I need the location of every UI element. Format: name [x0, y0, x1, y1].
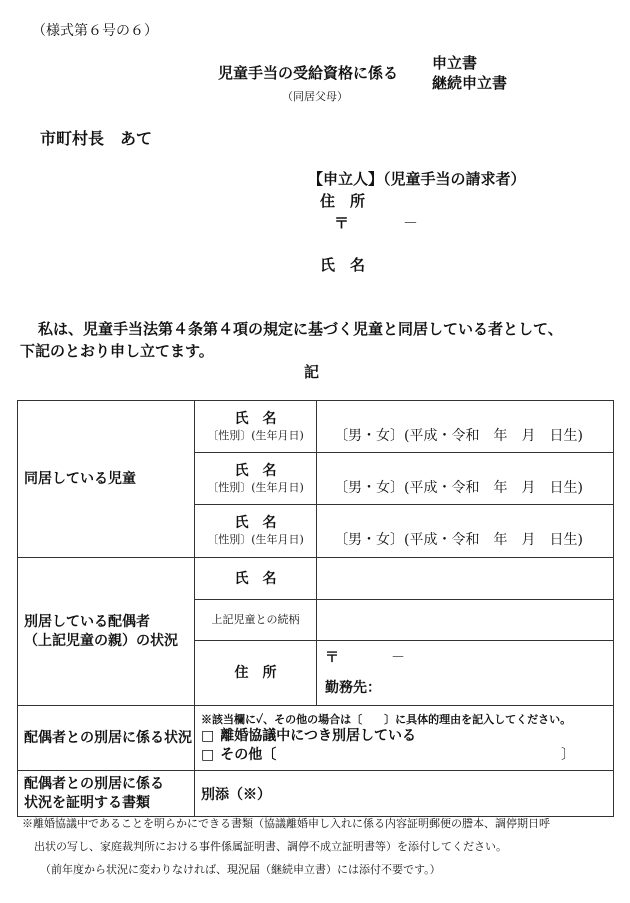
- checkbox-divorce[interactable]: □: [201, 727, 215, 744]
- proof-section-label: [18, 771, 195, 817]
- applicant-postal-field[interactable]: [334, 212, 418, 233]
- declaration-line-2: 下記のとおり申し立てます。: [20, 342, 214, 360]
- separation-options-cell: [195, 706, 614, 771]
- declaration-line-1: 私は、児童手当法第４条第４項の規定に基づく児童と同居している者として、: [38, 320, 563, 338]
- details-table: [17, 400, 614, 817]
- note-line-2: 出状の写し、家庭裁判所における事件係属証明書、調停不成立証明書等）を添付してください。: [34, 840, 507, 853]
- addressee: 市町村長 あて: [40, 129, 153, 148]
- spouse-name-label-cell: [195, 558, 317, 600]
- separation-section-label: 配偶者との別居に係る状況: [18, 706, 195, 771]
- separation-instruction: ※該当欄に✓、その他の場合は〔 〕に具体的理由を記入してください。: [201, 712, 572, 726]
- other-reason-close-bracket: 〕: [561, 746, 575, 763]
- child-name-label: 氏 名: [234, 462, 277, 479]
- child-gender-birth-field: 〔男・女〕(平成・令和 年 月 日生): [334, 532, 583, 548]
- postal-mark: 〒: [334, 214, 350, 232]
- child-3-input-cell[interactable]: [317, 505, 614, 558]
- spouse-name-input-cell[interactable]: [317, 558, 614, 600]
- proof-label-line-2: 状況を証明する書類: [24, 794, 150, 811]
- note-line-3: （前年度から状況に変わりなければ、現況届（継続申立書）には添付不要です。）: [40, 863, 441, 876]
- separation-option-other-label: その他〔: [220, 746, 277, 763]
- child-gender-birth-label: 〔性別〕(生年月日): [207, 480, 304, 494]
- separation-option-other[interactable]: [195, 746, 613, 765]
- applicant-heading: 【申立人】（児童手当の請求者）: [308, 170, 526, 188]
- proof-label-line-1: 配偶者との別居に係る: [24, 775, 164, 792]
- child-2-input-cell[interactable]: [317, 453, 614, 505]
- child-name-label: 氏 名: [234, 410, 277, 427]
- child-3-label-cell: [195, 505, 317, 558]
- form-number: （様式第６号の６）: [32, 23, 158, 39]
- form-subtitle: （同居父母）: [282, 90, 348, 103]
- child-name-label: 氏 名: [234, 515, 277, 531]
- spouse-postal-row: [325, 647, 613, 669]
- form-title: 児童手当の受給資格に係る: [218, 64, 399, 82]
- spouse-address-input-cell[interactable]: [317, 641, 614, 706]
- title-option-application: 申立書: [432, 54, 478, 72]
- title-option-continuation: 継続申立書: [432, 74, 508, 92]
- child-gender-birth-field: 〔男・女〕(平成・令和 年 月 日生): [334, 479, 583, 496]
- applicant-name-label: 氏 名: [320, 256, 366, 274]
- spouse-relation-label-cell: [195, 600, 317, 641]
- separation-option-divorce[interactable]: [195, 727, 613, 746]
- postal-dash: －: [403, 214, 419, 232]
- child-gender-birth-label: 〔性別〕(生年月日): [207, 533, 304, 546]
- spouse-label-line-2: （上記児童の親）の状況: [24, 632, 178, 649]
- applicant-address-label: 住 所: [320, 192, 366, 210]
- child-1-input-cell[interactable]: [317, 401, 614, 453]
- spouse-label-line-1: 別居している配偶者: [24, 613, 150, 630]
- children-section-label: 同居している児童: [18, 401, 195, 558]
- note-line-1: ※離婚協議中であることを明らかにできる書類（協議離婚申し入れに係る内容証明郵便の謄本、調停期日呼: [22, 817, 550, 830]
- spouse-relation-label: 上記児童との続柄: [211, 613, 300, 626]
- child-1-label-cell: [195, 401, 317, 453]
- spouse-employer-label: 勤務先：: [325, 680, 381, 696]
- spouse-address-label: 住 所: [234, 665, 277, 681]
- spouse-name-label: 氏 名: [234, 570, 277, 587]
- postal-dash: －: [391, 650, 405, 666]
- spouse-section-label: [18, 558, 195, 706]
- child-gender-birth-field: 〔男・女〕(平成・令和 年 月 日生): [334, 427, 583, 444]
- separation-option-divorce-label: 離婚協議中につき別居している: [220, 727, 416, 744]
- child-2-label-cell: [195, 453, 317, 505]
- postal-mark: 〒: [325, 650, 339, 666]
- spouse-relation-input-cell[interactable]: [317, 600, 614, 641]
- proof-value: 別添（※）: [195, 771, 614, 817]
- child-gender-birth-label: 〔性別〕(生年月日): [207, 428, 304, 442]
- ki-heading: 記: [304, 363, 320, 381]
- checkbox-other[interactable]: □: [201, 746, 215, 763]
- spouse-address-label-cell: [195, 641, 317, 706]
